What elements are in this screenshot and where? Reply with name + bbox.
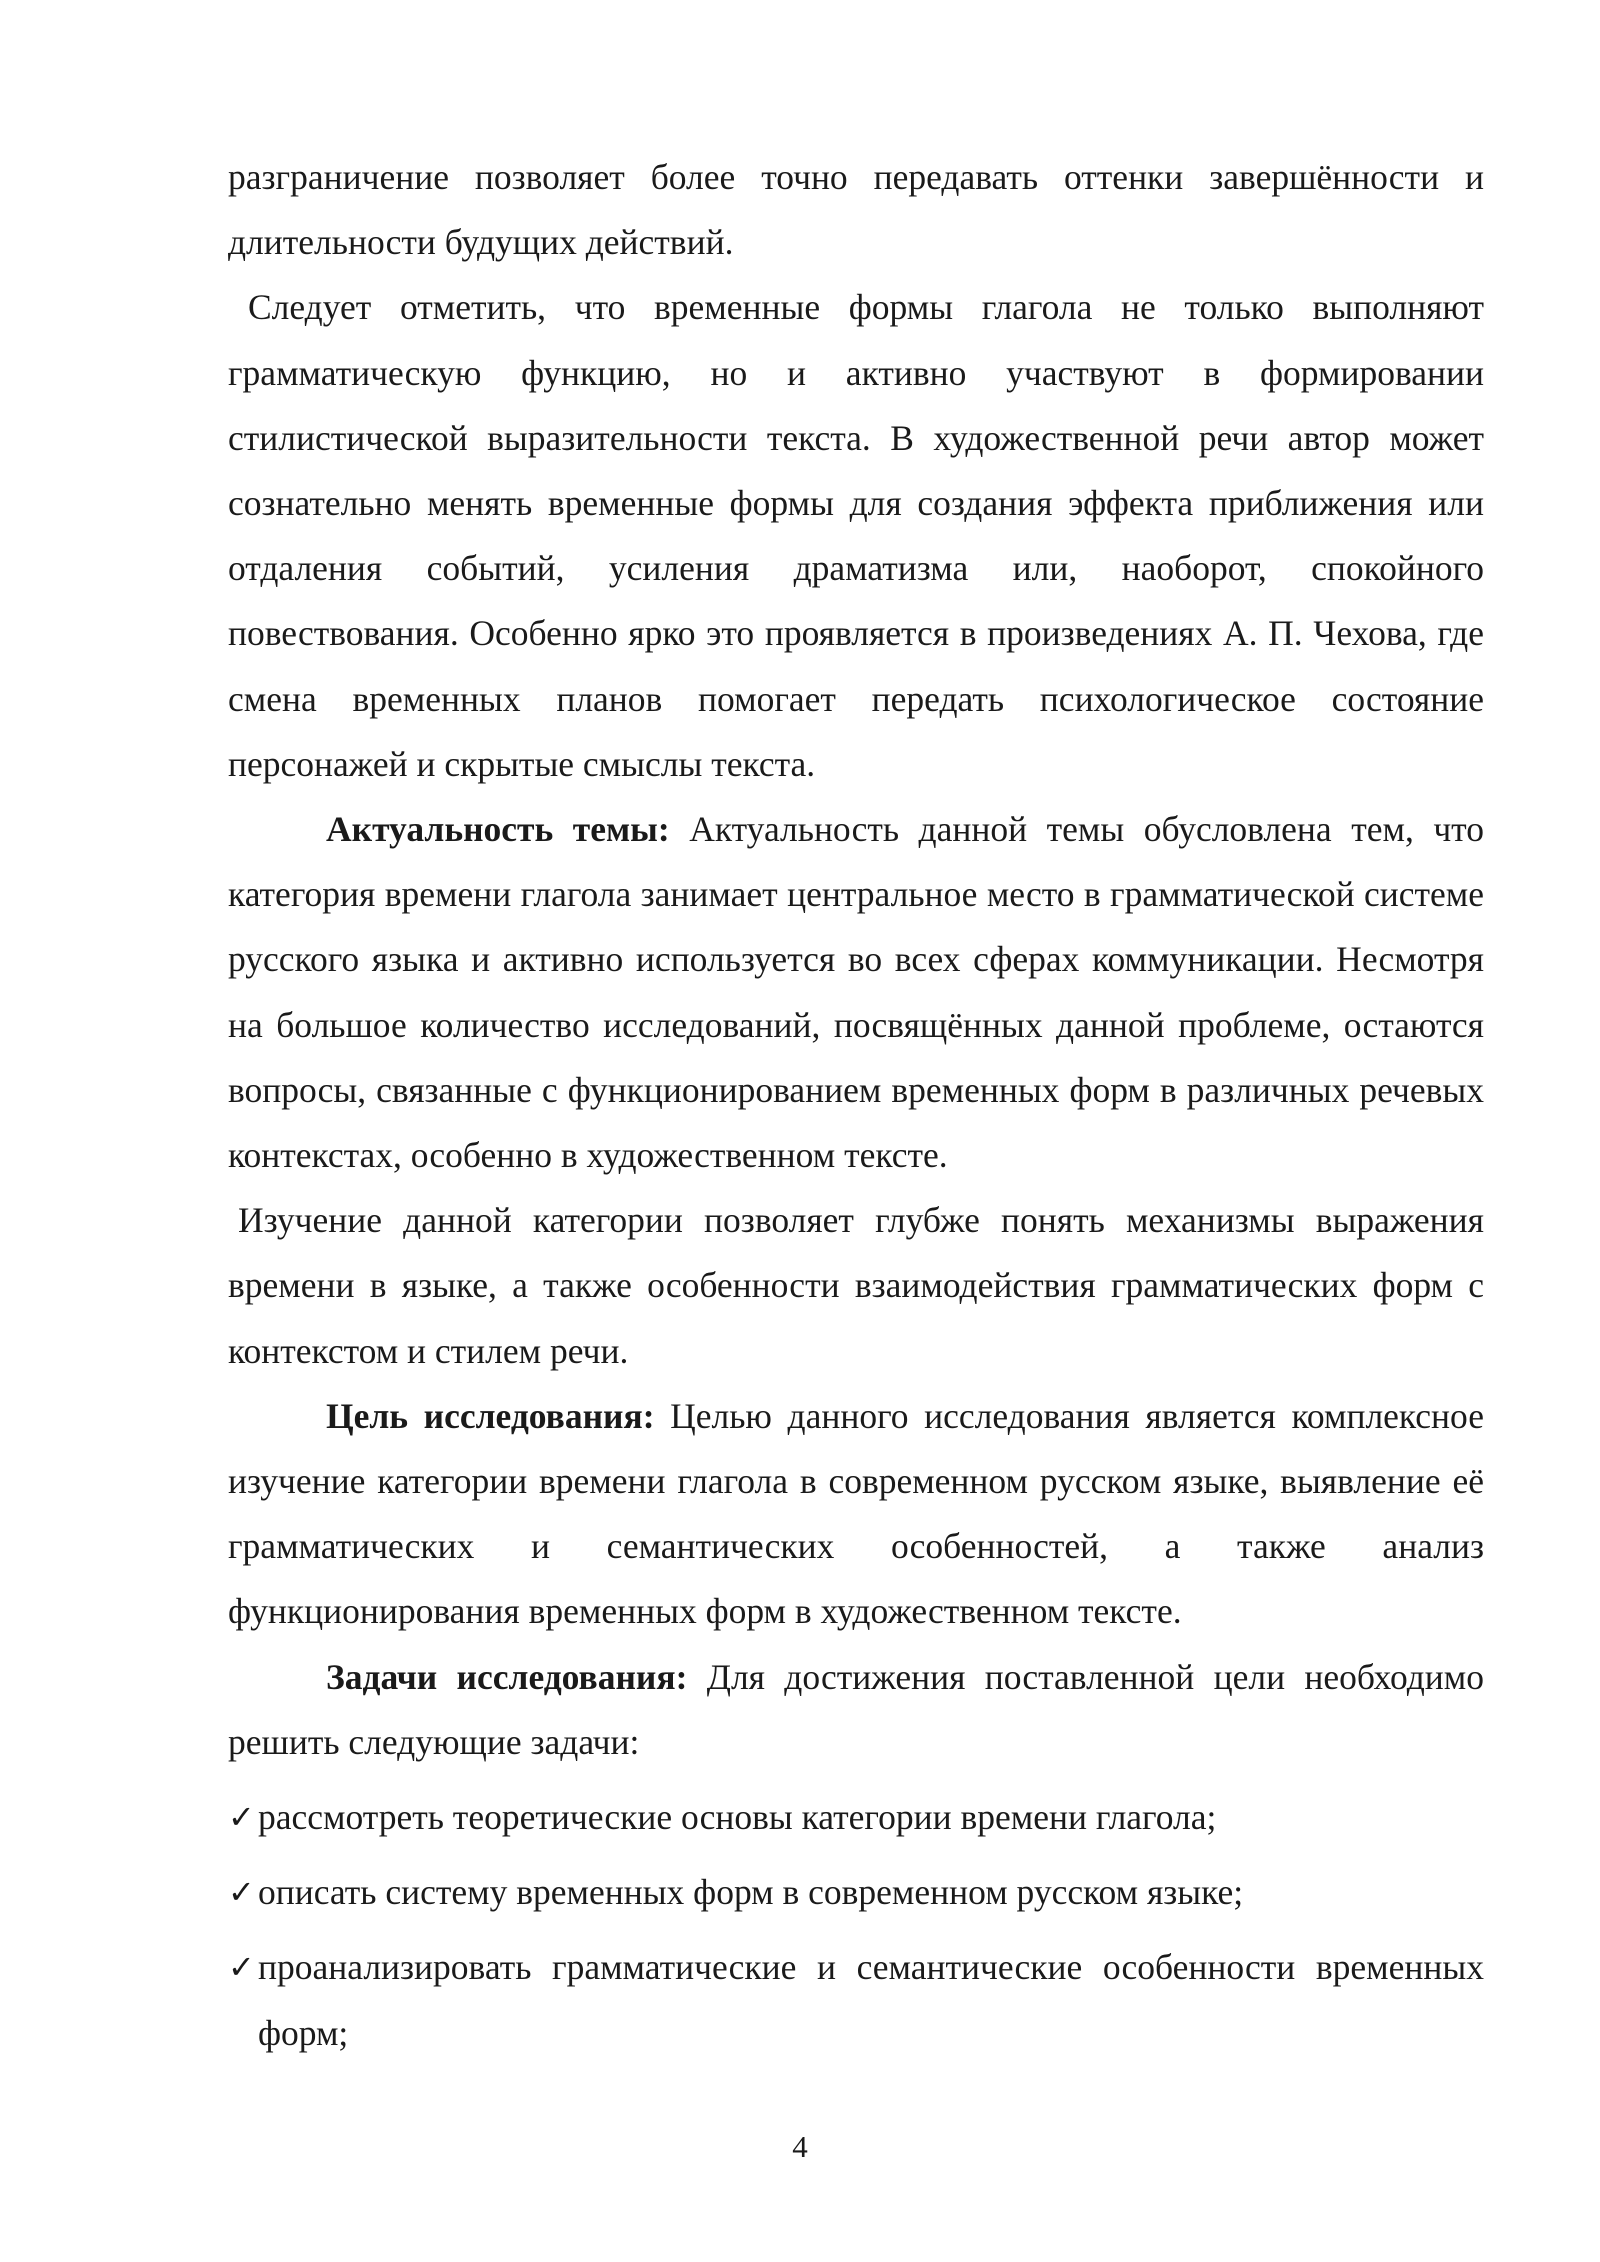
goal-label: Цель исследования: [326, 1395, 655, 1436]
paragraph-tasks [228, 1645, 1484, 1775]
page-number: 4 [792, 2129, 808, 2164]
tasks-text: Для достижения поставленной цели необходимо решить следующие задачи: [228, 1656, 1484, 1762]
check-icon: ✓ [228, 1873, 255, 1912]
task-text: рассмотреть теоретические основы категории времени глагола; [258, 1797, 1217, 1838]
task-text: проанализировать грамматические и семантические особенности временных форм; [258, 1947, 1484, 2053]
paragraph-relevance [228, 797, 1484, 1188]
list-item [228, 1785, 1484, 1850]
relevance-label: Актуальность темы: [326, 809, 670, 850]
tasks-list [228, 1785, 1484, 2066]
tasks-label: Задачи исследования: [326, 1656, 688, 1697]
check-icon: ✓ [228, 1948, 255, 1987]
list-item [228, 1860, 1484, 1925]
relevance-text: Актуальность данной темы обусловлена тем, что категория времени глагола занимает центральное место в грамматической системе русского языка и активно используется во всех сферах коммуникации. Несмотря на большое количество исследований, посвящённых данной проблеме, остаются вопросы, связанные с функционированием временных форм в различных речевых контекстах, особенно в художественном тексте. [228, 809, 1484, 1176]
goal-text: Целью данного исследования является комплексное изучение категории времени глагола в современном русском языке, выявление её грамматических и семантических особенностей, а также анализ функционирования временных форм в художественном тексте. [228, 1395, 1484, 1632]
paragraph-goal [228, 1384, 1484, 1645]
paragraph-stylistics: Следует отметить, что временные формы глагола не только выполняют грамматическую функцию, но и активно участвуют в формировании стилистической выразительности текста. В художественной речи автор может сознательно менять временные формы для создания эффекта приближения или отдаления событий, усиления драматизма или, наоборот, спокойного повествования. Особенно ярко это проявляется в произведениях А. П. Чехова, где смена временных планов помогает передать психологическое состояние персонажей и скрытые смыслы текста. [228, 287, 1484, 784]
paragraph-continuation: разграничение позволяет более точно передавать оттенки завершённости и длительности будущих действий. [228, 157, 1484, 263]
list-item [228, 1935, 1484, 2065]
task-text: описать систему временных форм в современном русском языке; [258, 1872, 1244, 1913]
check-icon: ✓ [228, 1798, 255, 1837]
paragraph-study: Изучение данной категории позволяет глубже понять механизмы выражения времени в языке, а также особенности взаимодействия грамматических форм с контекстом и стилем речи. [228, 1200, 1484, 1371]
document-page [228, 145, 1484, 2066]
